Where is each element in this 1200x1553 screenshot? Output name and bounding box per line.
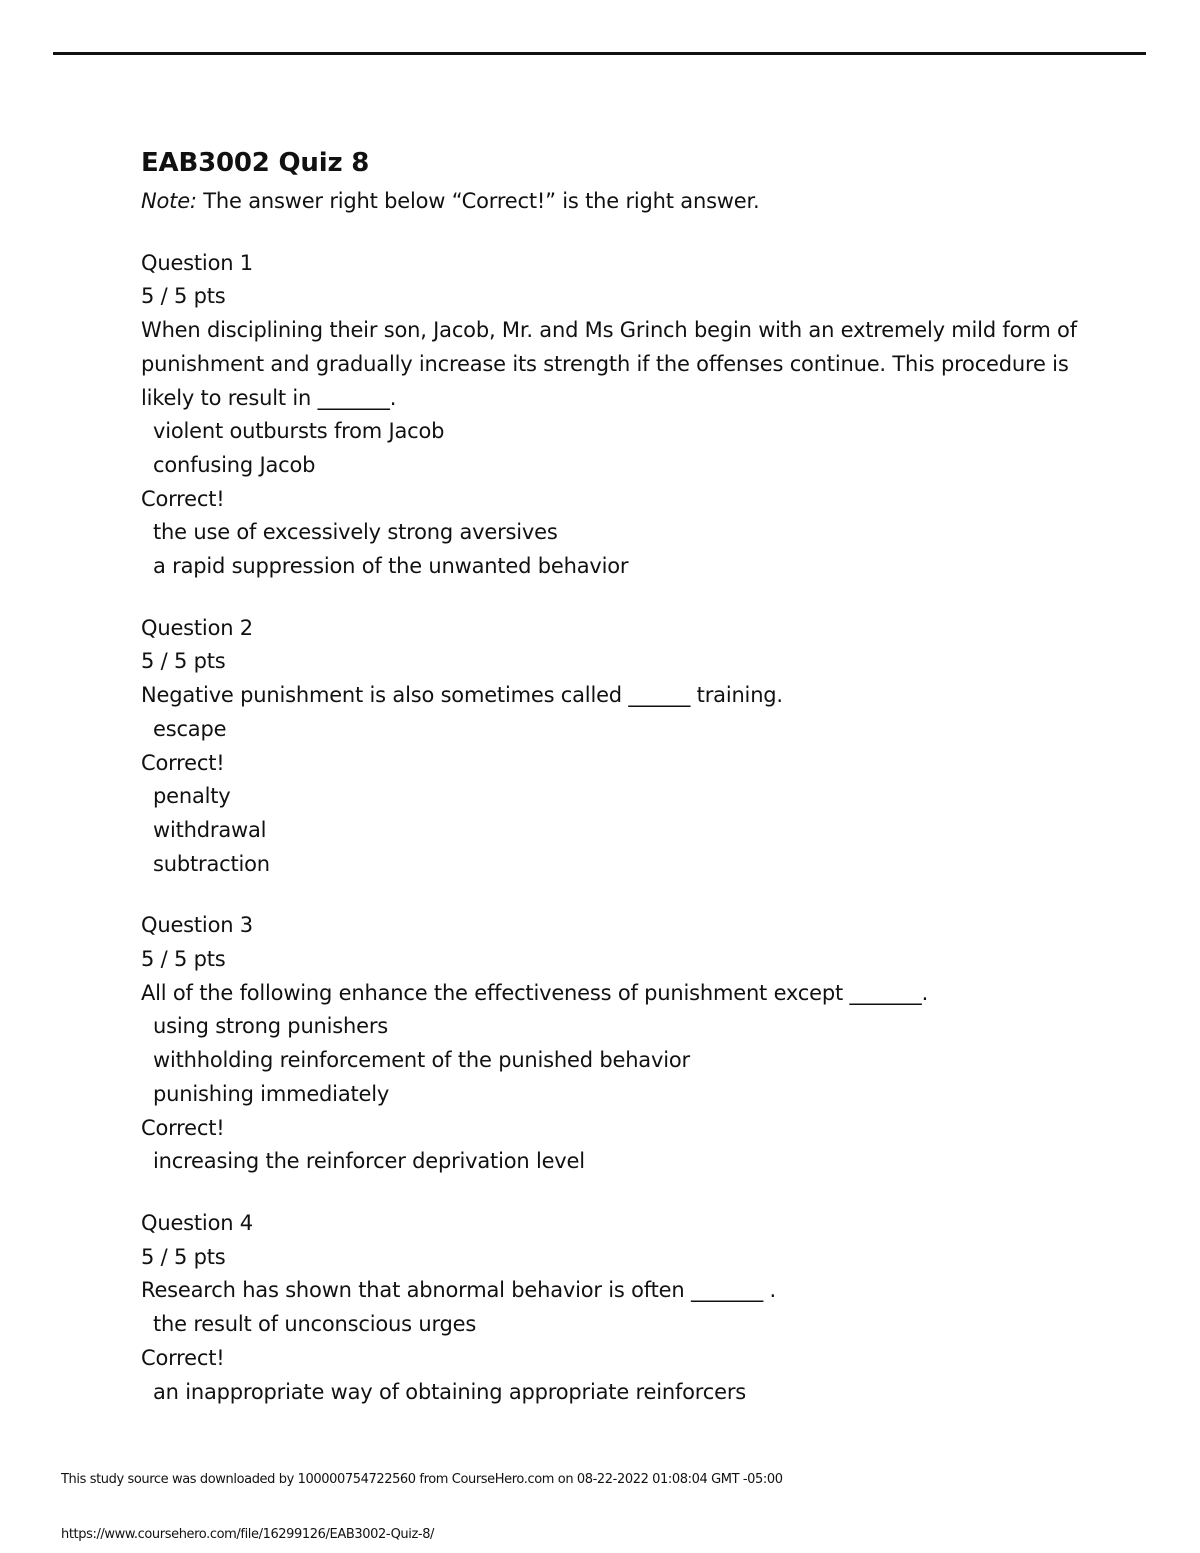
question-prompt: Negative punishment is also sometimes called ______ training. [141, 683, 783, 708]
note-label: Note: [141, 189, 197, 213]
question-label: Question 4 [141, 1210, 253, 1235]
answer-option[interactable]: punishing immediately [153, 1081, 390, 1106]
answer-option[interactable]: the use of excessively strong aversives [153, 520, 558, 545]
answer-option[interactable]: violent outbursts from Jacob [153, 419, 445, 444]
answer-option[interactable]: withholding reinforcement of the punished behavior [153, 1048, 690, 1073]
document-note [141, 185, 1121, 219]
question-label: Question 2 [141, 615, 253, 640]
question-1 [141, 247, 1121, 584]
document-title: EAB3002 Quiz 8 [141, 148, 370, 178]
answer-option[interactable]: penalty [153, 784, 231, 809]
question-label: Question 1 [141, 250, 253, 275]
note-text: The answer right below “Correct!” is the right answer. [196, 189, 760, 213]
answer-option[interactable]: the result of unconscious urges [153, 1312, 477, 1337]
question-points: 5 / 5 pts [141, 649, 226, 674]
answer-option[interactable]: confusing Jacob [153, 452, 316, 477]
answer-option[interactable]: a rapid suppression of the unwanted behavior [153, 554, 629, 579]
question-prompt: All of the following enhance the effectiveness of punishment except _______. [141, 980, 929, 1005]
question-prompt: When disciplining their son, Jacob, Mr. and Ms Grinch begin with an extremely mild form of punishment and gradually increase its strength if the offenses continue. This procedure is likely to result in _______. [141, 318, 1084, 410]
correct-label: Correct! [141, 750, 225, 775]
answer-option[interactable]: using strong punishers [153, 1014, 389, 1039]
answer-option[interactable]: withdrawal [153, 817, 267, 842]
question-label: Question 3 [141, 913, 253, 938]
footer-source: This study source was downloaded by 100000754722560 from CourseHero.com on 08-22-2022 01:08:04 GMT -05:00 [61, 1472, 783, 1487]
question-2 [141, 612, 1121, 882]
question-points: 5 / 5 pts [141, 1244, 226, 1269]
correct-label: Correct! [141, 486, 225, 511]
correct-label: Correct! [141, 1345, 225, 1370]
answer-option[interactable]: escape [153, 716, 227, 741]
correct-label: Correct! [141, 1115, 225, 1140]
footer-url[interactable]: https://www.coursehero.com/file/16299126/EAB3002-Quiz-8/ [61, 1527, 435, 1542]
answer-option[interactable]: increasing the reinforcer deprivation level [153, 1149, 585, 1174]
header-rule [53, 52, 1146, 55]
question-3 [141, 909, 1121, 1179]
question-list [141, 247, 1121, 1410]
question-prompt: Research has shown that abnormal behavior is often _______ . [141, 1278, 776, 1303]
question-points: 5 / 5 pts [141, 947, 226, 972]
question-points: 5 / 5 pts [141, 284, 226, 309]
answer-option[interactable]: subtraction [153, 851, 270, 876]
document-body [141, 143, 1121, 1409]
question-4 [141, 1207, 1121, 1409]
answer-option[interactable]: an inappropriate way of obtaining appropriate reinforcers [153, 1379, 747, 1404]
